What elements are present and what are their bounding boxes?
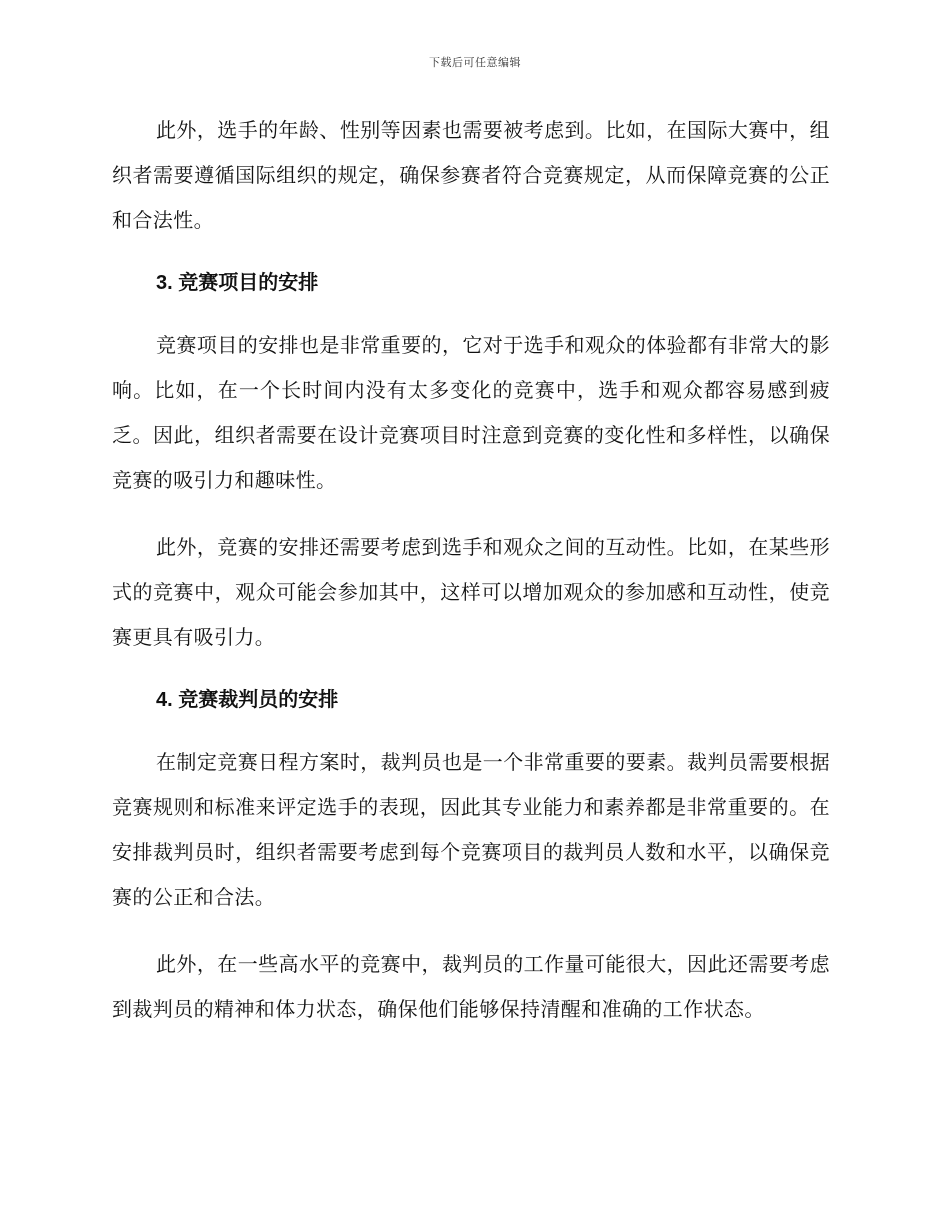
paragraph-participant-factors: 此外，选手的年龄、性别等因素也需要被考虑到。比如，在国际大赛中，组织者需要遵循国际组织的规定，确保参赛者符合竞赛规定，从而保障竞赛的公正和合法性。 <box>112 118 830 232</box>
section-heading-3: 3. 竞赛项目的安排 <box>156 272 319 294</box>
paragraph-event-arrangement: 竞赛项目的安排也是非常重要的，它对于选手和观众的体验都有非常大的影响。比如，在一个长时间内没有太多变化的竞赛中，选手和观众都容易感到疲乏。因此，组织者需要在设计竞赛项目时注意到竞赛的变化性和多样性，以确保竞赛的吸引力和趣味性。 <box>112 333 830 492</box>
paragraph-referee-workload: 此外，在一些高水平的竞赛中，裁判员的工作量可能很大，因此还需要考虑到裁判员的精神和体力状态，确保他们能够保持清醒和准确的工作状态。 <box>112 952 830 1021</box>
document-body <box>112 108 830 1054</box>
section-heading-4: 4. 竞赛裁判员的安排 <box>156 689 339 711</box>
page-header: 下载后可任意编辑 <box>429 56 521 69</box>
paragraph-referee-arrangement: 在制定竞赛日程方案时，裁判员也是一个非常重要的要素。裁判员需要根据竞赛规则和标准来评定选手的表现，因此其专业能力和素养都是非常重要的。在安排裁判员时，组织者需要考虑到每个竞赛项目的裁判员人数和水平，以确保竞赛的公正和合法。 <box>112 750 830 909</box>
paragraph-audience-interaction: 此外，竞赛的安排还需要考虑到选手和观众之间的互动性。比如，在某些形式的竞赛中，观众可能会参加其中，这样可以增加观众的参加感和互动性，使竞赛更具有吸引力。 <box>112 535 830 649</box>
